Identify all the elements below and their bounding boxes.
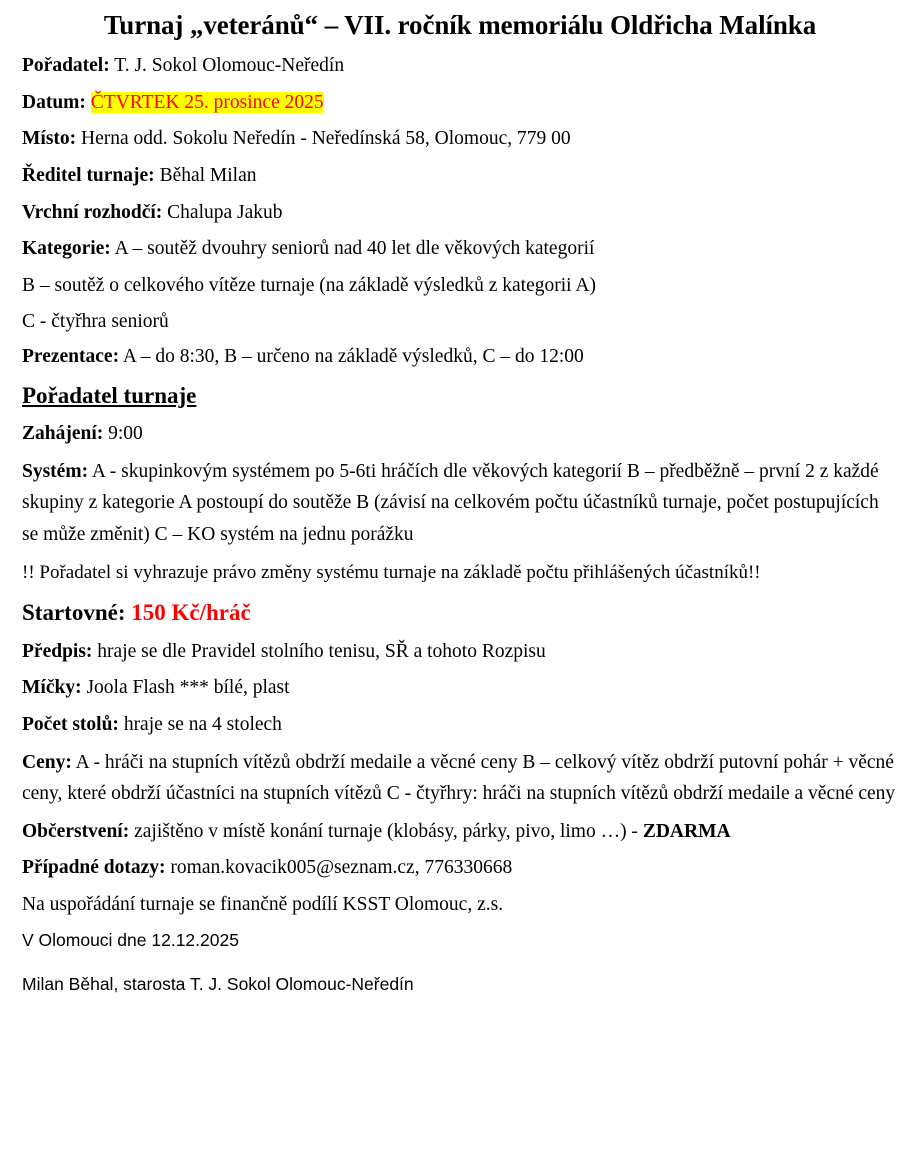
- presentation-label: Prezentace:: [22, 346, 120, 368]
- referee-line: [22, 198, 898, 228]
- refreshment-label: Občerstvení:: [22, 820, 130, 842]
- tables-line: [22, 710, 898, 740]
- start-label: Zahájení:: [22, 423, 104, 445]
- organizer-label: Pořadatel:: [22, 55, 110, 77]
- contact-value: roman.kovacik005@seznam.cz, 776330668: [165, 857, 513, 879]
- category-b-line: B – soutěž o celkového vítěze turnaje (na základě výsledků z kategorii A): [22, 274, 596, 296]
- organizer-line: [22, 51, 898, 81]
- start-line: [22, 419, 898, 449]
- categories-value: A – soutěž dvouhry seniorů nad 40 let dle věkových kategorií: [110, 238, 595, 260]
- section-heading: Pořadatel turnaje: [22, 382, 197, 408]
- rules-value: hraje se dle Pravidel stolního tenisu, SŘ a tohoto Rozpisu: [92, 640, 546, 662]
- balls-value: Joola Flash *** bílé, plast: [81, 677, 290, 699]
- organizer-value: T. J. Sokol Olomouc-Neředín: [109, 55, 345, 77]
- place-line: [22, 124, 898, 154]
- contact-label: Případné dotazy:: [22, 857, 166, 879]
- date-line: [22, 88, 898, 118]
- place-value: Herna odd. Sokolu Neředín - Neředínská 58, Olomouc, 779 00: [76, 128, 571, 150]
- place-date-line: V Olomouci dne 12.12.2025: [22, 929, 239, 950]
- director-label: Ředitel turnaje:: [22, 164, 155, 186]
- category-c-line: C - čtyřhra seniorů: [22, 311, 169, 333]
- balls-label: Míčky:: [22, 677, 82, 699]
- refreshment-line: [22, 817, 898, 847]
- refreshment-free: ZDARMA: [642, 820, 731, 842]
- place-label: Místo:: [22, 128, 77, 150]
- prizes-line: [22, 747, 898, 810]
- system-note: !! Pořadatel si vyhrazuje právo změny systému turnaje na základě počtu přihlášených účastníků!!: [22, 561, 761, 583]
- support-line: Na uspořádání turnaje se finančně podílí KSST Olomouc, z.s.: [22, 893, 504, 915]
- date-label: Datum:: [22, 91, 86, 113]
- fee-line: [22, 599, 898, 627]
- balls-line: [22, 673, 898, 703]
- system-value: A - skupinkovým systémem po 5-6ti hráčích dle věkových kategorií B – předběžně – první 2 z každé skupiny z kategorie A postoupí do soutěže B (závisí na celkovém počtu účastníků turnaje, počet postupujících se může změnit) C – KO systém na jednu porážku: [22, 460, 879, 546]
- prizes-label: Ceny:: [22, 751, 72, 773]
- contact-line: [22, 853, 898, 883]
- date-value: ČTVRTEK 25. prosince 2025: [90, 91, 324, 113]
- refreshment-value: zajištěno v místě konání turnaje (klobásy, párky, pivo, limo …) -: [129, 820, 643, 842]
- categories-label: Kategorie:: [22, 238, 111, 260]
- signature-line: Milan Běhal, starosta T. J. Sokol Olomouc-Neředín: [22, 973, 414, 994]
- tables-value: hraje se na 4 stolech: [118, 713, 282, 735]
- start-value: 9:00: [103, 423, 143, 445]
- tables-label: Počet stolů:: [22, 713, 119, 735]
- system-label: Systém:: [22, 460, 89, 482]
- director-value: Běhal Milan: [154, 164, 257, 186]
- fee-value: 150 Kč/hráč: [131, 600, 251, 626]
- fee-label: Startovné:: [22, 600, 126, 626]
- prizes-value: A - hráči na stupních vítězů obdrží medaile a věcné ceny B – celkový vítěz obdrží putovní pohár + věcné ceny, které obdrží účastníci na stupních vítězů C - čtyřhry: hráči na stupních vítězů obdrží medaile a věcné ceny: [22, 751, 896, 805]
- presentation-line: [22, 342, 898, 372]
- page-title: Turnaj „veteránů“ – VII. ročník memoriálu Oldřicha Malínka: [103, 10, 817, 40]
- rules-label: Předpis:: [22, 640, 93, 662]
- rules-line: [22, 637, 898, 667]
- referee-label: Vrchní rozhodčí:: [22, 201, 163, 223]
- referee-value: Chalupa Jakub: [162, 201, 283, 223]
- system-line: [22, 456, 898, 551]
- director-line: [22, 161, 898, 191]
- categories-line: [22, 234, 898, 264]
- presentation-value: A – do 8:30, B – určeno na základě výsledků, C – do 12:00: [119, 346, 584, 368]
